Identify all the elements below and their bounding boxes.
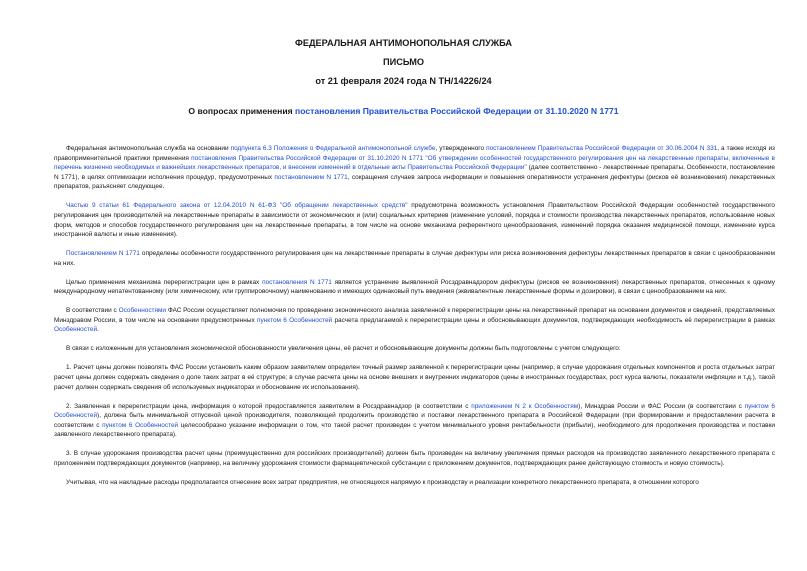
subject-link[interactable]: постановления Правительства Российской Федерации от 31.10.2020 N 1771: [295, 106, 619, 116]
paragraph-p10: [54, 478, 775, 488]
paragraph-text: (далее соответственно - лекарственные препараты, Особенности, постановление N 1771), в целях оптимизации исполнения процедур, предусмотренных: [54, 164, 775, 181]
paragraph-p9: [54, 449, 775, 468]
paragraph-p8: [54, 402, 775, 440]
paragraph-text: В соответствии с: [66, 307, 119, 315]
paragraph-p5: [54, 306, 775, 335]
paragraph-text: является устранение выявленной Росздравнадзором дефектуры (рисков ее возникновения) лекарственных препаратов, отнесенных к одному международному непатентованному (или химическому, или группировочному) наименованию и имеющих одинаковый путь введения (эквивалентные лекарственные формы и дозировки), в связи с ценообразованием на них.: [54, 278, 776, 296]
paragraph-p6: [54, 344, 775, 354]
document-link[interactable]: Особенностей: [54, 326, 98, 334]
paragraph-text: целесообразно указание информации о том, что такой расчет произведен с учетом минимального уровня рентабельности (прибыли), необходимого для продолжения производства и поставки заявленного лекарственного препарата).: [54, 421, 775, 439]
document-link[interactable]: постановлением Правительства Российской Федерации от 30.06.2004 N 331: [486, 145, 718, 152]
document-link[interactable]: постановлением N 1771: [274, 173, 348, 181]
paragraph-text: Федеральная антимонопольная служба на основании: [66, 145, 231, 152]
paragraph-p7: [54, 363, 775, 392]
document-link[interactable]: пунктом 6 Особенностей: [54, 402, 775, 420]
document-link[interactable]: Особенностями: [118, 307, 167, 315]
paragraph-text: определены особенности государственного регулирования цен на лекарственные препараты в случае дефектуры или риска возникновения дефектуры лекарственных препаратов в связи с ценообразованием на них.: [54, 250, 775, 267]
paragraph-text: ), должна быть минимальной отпускной ценой производителя, позволяющей продолжить производство и поставки лекарственного препарата в Российской Федерации (при формировании и предоставлении расчета в соответствии с: [54, 412, 775, 429]
paragraph-p4: [54, 278, 775, 297]
paragraph-text: , а также исходя из правоприменительной практики применения: [54, 145, 775, 162]
paragraph-text: 1. Расчет цены должен позволять ФАС России установить каким образом заявителем определен точный размер заявленной к перерегистрации цены (например, в случае удорожания отдельных компонентов и роста отдельных затрат расчет цены должен содержать сведения о доле таких затрат в её структуре; в случае расчета цены на основе внешних и внутренних индикаторов (цены в иностранных государствах, рост курса валюты, показатели инфляции и т.д.), такой расчет должен содержать сведения об используемых индикаторах и обоснование их использования).: [54, 364, 775, 391]
paragraph-text: , утвержденного: [435, 145, 487, 152]
document-link[interactable]: пунктом 6 Особенностей: [102, 421, 179, 429]
document-body: [54, 144, 775, 488]
document-subject: [32, 106, 775, 117]
document-type: ПИСЬМО: [382, 57, 425, 67]
document-link[interactable]: Постановлением N 1771: [66, 250, 140, 258]
document-link[interactable]: постановления N 1771: [262, 278, 332, 286]
subject-prefix: О вопросах применения: [188, 106, 296, 116]
paragraph-p3: [54, 249, 775, 268]
paragraph-text: Целью применения механизма перерегистрации цен в рамках: [66, 278, 263, 286]
paragraph-p1: [54, 144, 775, 192]
document-link[interactable]: приложением N 2 к Особенностям: [471, 402, 579, 410]
document-link[interactable]: пунктом 6 Особенностей: [256, 316, 333, 324]
paragraph-text: .: [97, 326, 99, 334]
paragraph-text: , сокращения случаев запроса информации и повышения оперативности устранения дефектуры (рисков её возникновения) лекарственных препаратов, разъясняет следующее.: [54, 173, 775, 191]
paragraph-text: Учитывая, что на накладные расходы предполагается отнесение всех затрат предприятия, не относящихся напрямую к производству и реализации конкретного лекарственного препарата, в отношении которого: [66, 478, 699, 486]
document-link[interactable]: постановления Правительства Российской Федерации от 31.10.2020 N 1771 "Об утверждении особенностей государственного регулирования цен на лекарственные препараты, включенные в перечень жизненно необходимых и важнейших лекарственных препаратов, и внесении изменений в отдельные акты Правительства Российской Федерации": [54, 154, 775, 172]
paragraph-text: ), Минздрав России и ФАС России (в соответствии с: [578, 402, 745, 410]
paragraph-text: предусмотрена возможность установления Правительством Российской Федерации особенностей государственного регулирования цен производителей на лекарственные препараты в зависимости от экономических и (или) социальных критериев (изменение условий, порядка и стоимости производства лекарственных препаратов, использование новых форм, методов и способов государственного регулирования цен на лекарственные препараты, в том числе на основе механизма референтного ценообразования, изменений порядка оказания медицинской помощи, изменение курса иностранной валюты и иные изменения).: [54, 202, 775, 239]
document-link[interactable]: Частью 9 статьи 61 Федерального закона от 12.04.2010 N 61-ФЗ "Об обращении лекарственных средств": [66, 202, 408, 210]
document-date-number: от 21 февраля 2024 года N ТН/14226/24: [315, 76, 492, 86]
paragraph-text: 3. В случае удорожания производства расчет цены (преимущественно для российских производителей) должен быть произведен на величину увеличения прямых расходов на производство заявленного лекарственного препарата с приложением подтверждающих документов (например, на величину удорожания стоимости фармацевтической субстанции с приложением документов, подтверждающих ранее действующую стоимость и новую стоимость).: [54, 450, 775, 467]
document-link[interactable]: подпункта 6.3 Положения о Федеральной антимонопольной службе: [230, 145, 436, 152]
paragraph-p2: [54, 201, 775, 239]
paragraph-text: расчета предлагаемой к перерегистрации цены и обосновывающих документов, подтверждающих необходимость её перерегистрации в рамках: [332, 316, 775, 324]
paragraph-text: 2. Заявленная к перерегистрации цена, информация о которой предоставляется заявителем в Росздравнадзор (в соответствии с: [66, 402, 472, 410]
paragraph-text: ФАС России осуществляет полномочия по проведению экономического анализа заявленной к перерегистрации цены на лекарственный препарат на основании документов и сведений, представляемых Минздравом России, в том числе на основании предусмотренных: [54, 307, 775, 324]
paragraph-text: В связи с изложенным для установления экономической обоснованности увеличения цены, её расчет и обосновывающие документы должны быть подготовлены с учетом следующего:: [66, 345, 621, 353]
agency-name: ФЕДЕРАЛЬНАЯ АНТИМОНОПОЛЬНАЯ СЛУЖБА: [294, 38, 512, 48]
